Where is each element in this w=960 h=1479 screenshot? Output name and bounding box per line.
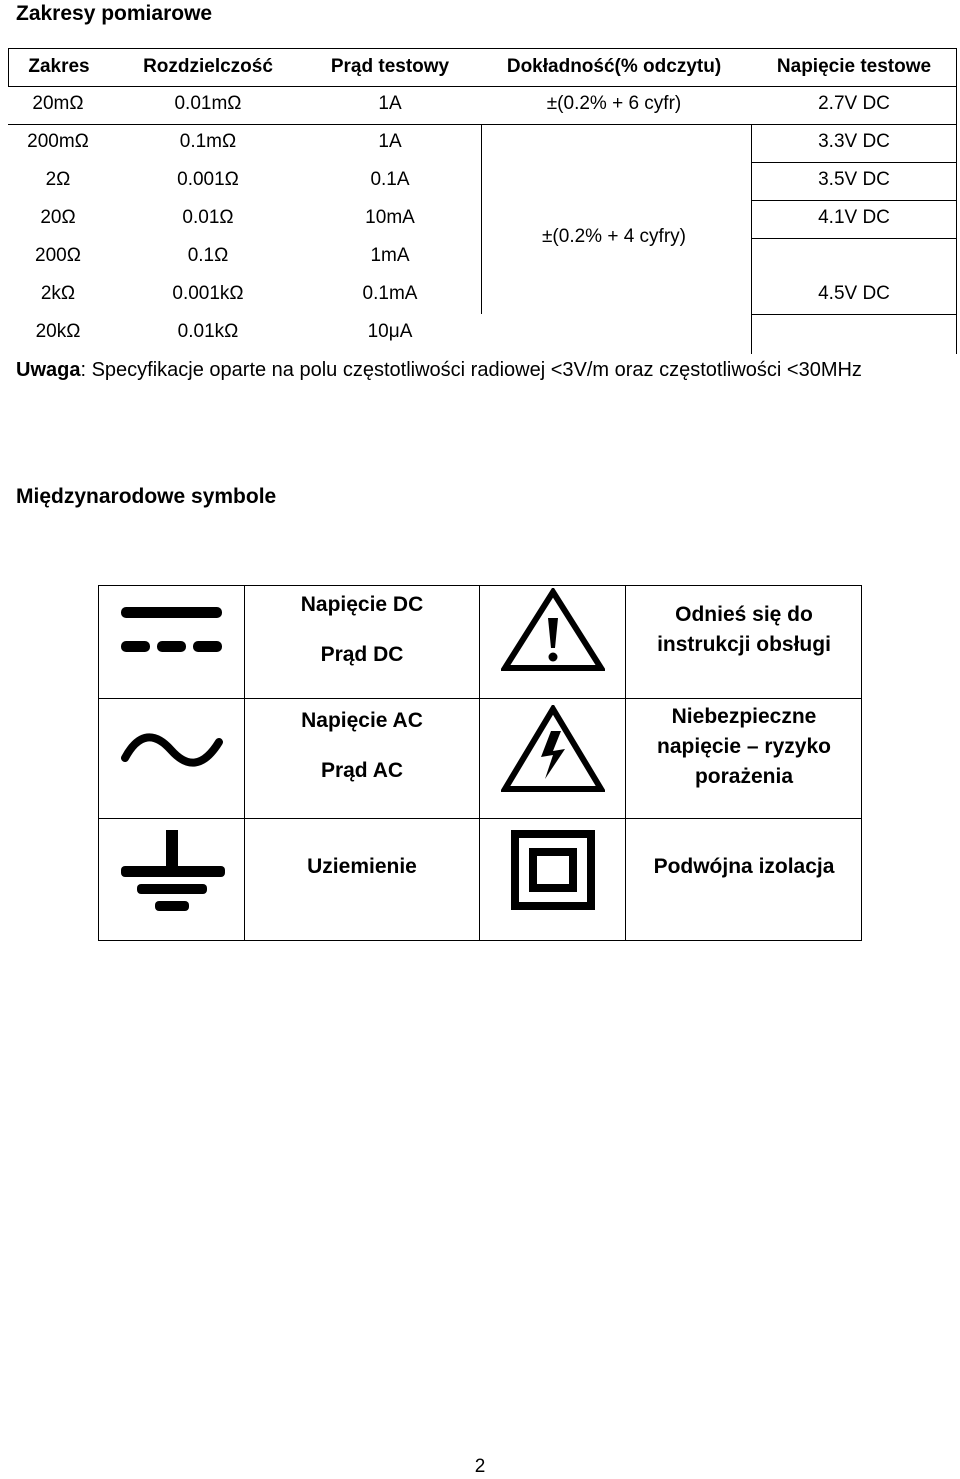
manual-line1: Odnieś się do <box>675 603 813 626</box>
dc-voltage-text: Napięcie DC <box>300 593 424 616</box>
cell-accuracy-first: ±(0.2% + 6 cyfr) <box>546 93 682 114</box>
table-row-divider <box>751 200 957 201</box>
cell-resolution: 0.01kΩ <box>177 321 239 342</box>
table-border-right <box>956 48 957 354</box>
cell-range: 2Ω <box>45 169 71 190</box>
cell-resolution: 0.01Ω <box>182 207 234 228</box>
cell-test-current: 10mA <box>365 207 415 228</box>
ground-label: Uziemienie <box>307 855 417 878</box>
dc-symbol-icon <box>121 603 223 657</box>
page-number: 2 <box>474 1456 486 1477</box>
cell-resolution: 0.001Ω <box>177 169 239 190</box>
cell-test-voltage: 3.3V DC <box>818 131 890 152</box>
cell-test-current: 10μA <box>367 321 413 342</box>
note-text: : Specyfikacje oparte na polu częstotliwości radiowej <3V/m oraz częstotliwości <30MHz <box>80 359 862 381</box>
cell-resolution: 0.1mΩ <box>179 131 237 152</box>
symbols-row-divider <box>99 698 861 699</box>
table-border-top <box>8 48 957 49</box>
dc-current-text: Prąd DC <box>320 643 404 666</box>
table-row-divider <box>8 124 957 125</box>
double-insulation-label: Podwójna izolacja <box>653 855 835 878</box>
cell-test-voltage: 2.7V DC <box>818 93 890 114</box>
header-resolution: Rozdzielczość <box>143 56 273 77</box>
table-col-divider <box>751 124 752 354</box>
cell-range: 20kΩ <box>35 321 81 342</box>
warning-triangle-icon <box>501 588 605 672</box>
symbols-table <box>98 585 862 941</box>
cell-range: 200Ω <box>35 245 81 266</box>
cell-range: 20mΩ <box>32 93 84 114</box>
cell-test-voltage: 4.5V DC <box>818 283 890 304</box>
cell-resolution: 0.001kΩ <box>172 283 244 304</box>
ac-current-text: Prąd AC <box>320 759 404 782</box>
cell-test-voltage: 4.1V DC <box>818 207 890 228</box>
cell-test-current: 1mA <box>370 245 410 266</box>
table-header-divider <box>8 86 957 87</box>
double-insulation-icon <box>511 830 595 910</box>
danger-label <box>626 702 862 792</box>
danger-line1: Niebezpieczne <box>671 705 817 728</box>
dc-label <box>245 590 479 670</box>
cell-test-voltage: 3.5V DC <box>818 169 890 190</box>
symbols-col-divider <box>479 586 480 940</box>
ac-sine-icon <box>121 726 223 776</box>
cell-range: 20Ω <box>40 207 76 228</box>
cell-test-current: 0.1mA <box>362 283 418 304</box>
note-label: Uwaga <box>16 359 81 381</box>
danger-line3: porażenia <box>694 765 794 788</box>
ac-label <box>245 706 479 786</box>
cell-range: 2kΩ <box>40 283 76 304</box>
note-paragraph <box>16 356 916 385</box>
cell-accuracy-merged: ±(0.2% + 4 cyfry) <box>542 226 686 247</box>
header-test-voltage: Napięcie testowe <box>776 56 932 77</box>
ranges-table <box>8 48 957 354</box>
ground-icon <box>121 830 225 914</box>
cell-test-current: 1A <box>378 131 402 152</box>
table-row-divider <box>751 162 957 163</box>
table-col-divider <box>481 124 482 314</box>
table-row-divider <box>751 238 957 239</box>
high-voltage-icon <box>501 705 605 795</box>
cell-test-current: 1A <box>378 93 402 114</box>
table-border-left <box>8 48 9 86</box>
cell-range: 200mΩ <box>27 131 89 152</box>
cell-test-current: 0.1A <box>370 169 410 190</box>
danger-line2: napięcie – ryzyko <box>657 735 831 758</box>
header-accuracy: Dokładność(% odczytu) <box>506 56 722 77</box>
cell-resolution: 0.1Ω <box>187 245 229 266</box>
manual-line2: instrukcji obsługi <box>657 633 831 656</box>
header-range: Zakres <box>28 56 90 77</box>
manual-label <box>626 600 862 660</box>
header-test-current: Prąd testowy <box>330 56 450 77</box>
table-row-divider <box>751 314 957 315</box>
ac-voltage-text: Napięcie AC <box>301 709 423 732</box>
section-title-symbols: Międzynarodowe symbole <box>16 485 277 508</box>
cell-resolution: 0.01mΩ <box>174 93 242 114</box>
section-title-ranges: Zakresy pomiarowe <box>16 2 213 25</box>
symbols-row-divider <box>99 818 861 819</box>
